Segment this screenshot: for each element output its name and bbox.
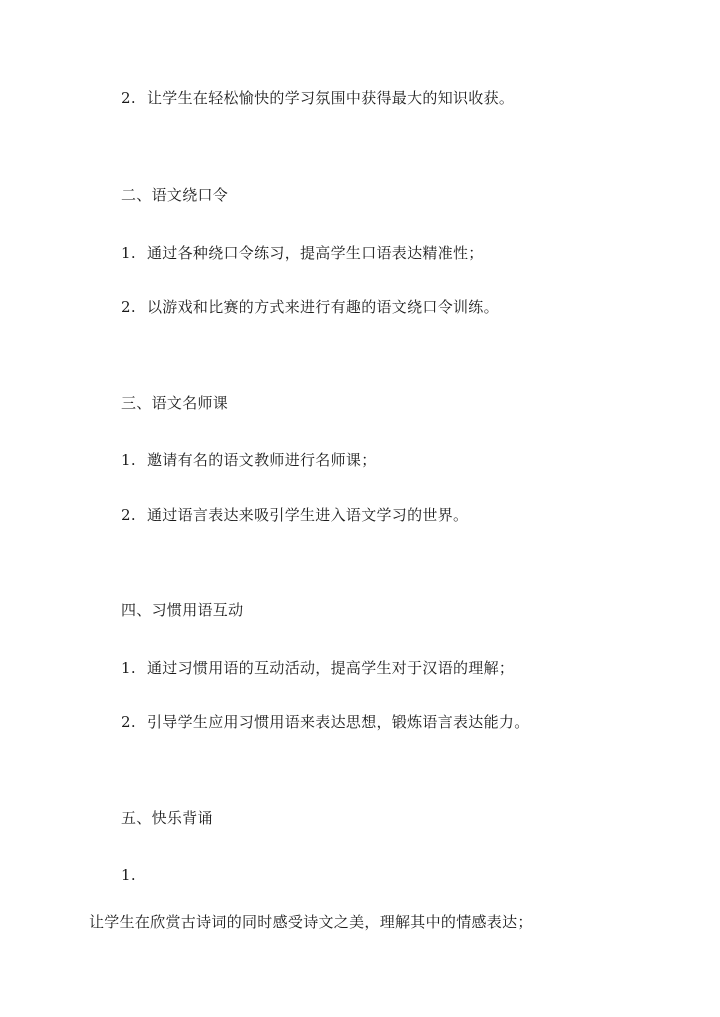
list-item-number: 1. (121, 244, 136, 262)
list-item (121, 712, 530, 732)
list-item (121, 88, 514, 108)
list-item-text: 通过语言表达来吸引学生进入语文学习的世界。 (147, 506, 469, 524)
list-item (121, 243, 484, 263)
list-item-number: 2. (121, 89, 136, 107)
list-item-text: 通过各种绕口令练习，提高学生口语表达精准性； (147, 244, 484, 262)
section-heading: 五、快乐背诵 (121, 809, 213, 827)
list-item (121, 297, 499, 317)
list-item-number: 1. (121, 866, 136, 884)
list-item-number: 1. (121, 659, 136, 677)
list-item-number: 2. (121, 298, 136, 316)
list-item (121, 450, 377, 470)
list-item-text: 以游戏和比赛的方式来进行有趣的语文绕口令训练。 (147, 298, 499, 316)
list-item-text: 让学生在轻松愉快的学习氛围中获得最大的知识收获。 (147, 89, 515, 107)
list-item (121, 658, 514, 678)
list-item-text: 让学生在欣赏古诗词的同时感受诗文之美，理解其中的情感表达； (89, 913, 533, 931)
list-item (121, 505, 468, 525)
list-item-number: 2. (121, 506, 136, 524)
list-item-text: 通过习惯用语的互动活动，提高学生对于汉语的理解； (147, 659, 515, 677)
list-item-number: 2. (121, 713, 136, 731)
section-heading: 三、语文名师课 (121, 394, 229, 412)
list-item-number: 1. (121, 451, 136, 469)
section-heading: 二、语文绕口令 (121, 186, 229, 204)
list-item-text: 引导学生应用习惯用语来表达思想，锻炼语言表达能力。 (147, 713, 530, 731)
section-heading: 四、习惯用语互动 (121, 601, 244, 619)
list-item-text: 邀请有名的语文教师进行名师课； (147, 451, 377, 469)
